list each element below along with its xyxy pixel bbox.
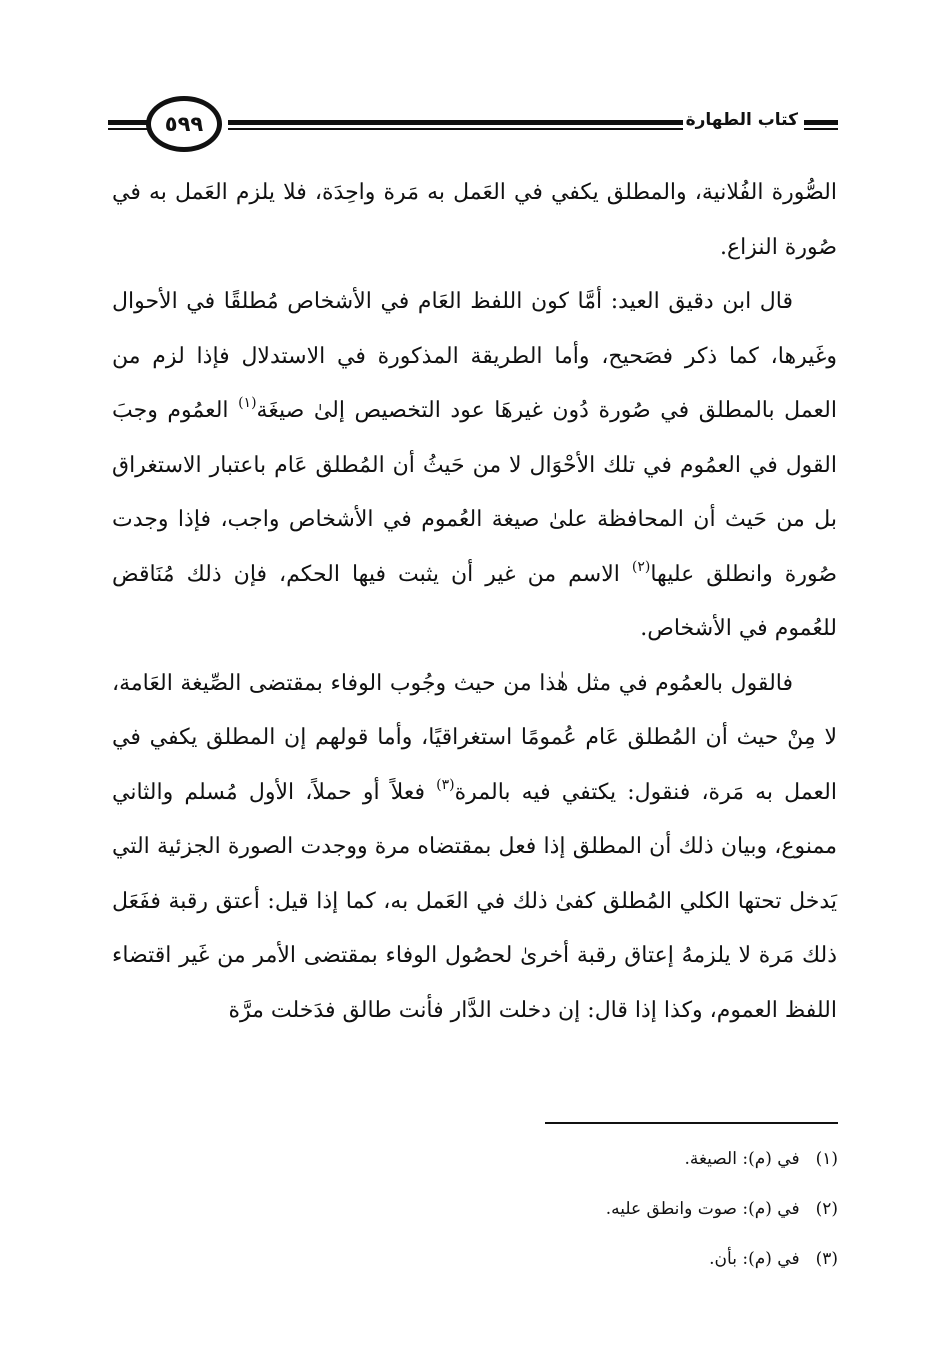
footnote-3: [300, 1234, 838, 1284]
footnote-number: (٢): [815, 1199, 838, 1219]
running-title: كتاب الطهارة: [685, 110, 798, 130]
paragraph-2-text-a: قال ابن دقيق العيد: أمَّا كون اللفظ العَام في الأشخاص مُطلقًا في الأحوال وغَيرها، كما ذكر فصَحيح، وأما الطريقة المذكورة في الاستدلال فإذا لزم من العمل بالمطلق في صُورة دُون غيرهَا عود التخصيص إلىٰ صيغَة: [112, 289, 837, 423]
paragraph-2-text-c: الاسم من غير أن يثبت فيها الحكم، فإن ذلك مُنَاقض للعُموم في الأشخاص.: [112, 561, 837, 641]
footnote-ref-2[interactable]: (٢): [631, 558, 651, 575]
footnote-ref-3[interactable]: (٣): [436, 776, 455, 793]
footnote-ref-1[interactable]: (١): [238, 395, 257, 411]
footnote-number: (١): [815, 1149, 838, 1169]
main-text: [112, 166, 837, 1038]
paragraph-1: [112, 166, 837, 275]
paragraph-3-text-b: فعلاً أو حملاً، الأول مُسلم والثاني ممنوع، وبيان ذلك أن المطلق إذا فعل بمقتضاه مرة ووجدت الصورة الجزئية التي يَدخل تحتها الكلي المُطلق كفىٰ ذلك في العَمل به، كما إذا قيل: أعتق رقبة ففَعَل ذلك مَرة لا يلزمهُ إعتاق رقبة أخرىٰ لحصُول الوفاء بمقتضى الأمر من غَير اقتضاء اللفظ العموم، وكذا إذا قال: إن دخلت الدَّار فأنت طالق فدَخلت مرَّة: [112, 779, 837, 1023]
paragraph-1-text: الصُّورة الفُلانية، والمطلق يكفي في العَمل به مَرة واحِدَة، فلا يلزم العَمل به في صُورة النزاع.: [112, 180, 837, 260]
paragraph-3: [112, 657, 837, 1039]
page-header: [108, 96, 838, 158]
footnote-2: [300, 1184, 838, 1234]
footnote-number: (٣): [815, 1249, 838, 1269]
header-rule-center: [228, 120, 683, 132]
paragraph-2: [112, 275, 837, 657]
page-number: ٥٩٩: [146, 96, 222, 152]
paragraph-2-text-b: العمُوم وجبَ القول في العمُوم في تلك الأحْوَال لا من حَيثُ أن المُطلق عَام باعتبار الاستغراق بل من حَيث أن المحافظة علىٰ صيغة العُموم في الأشخاص واجب، فإذا وجدت صُورة وانطلق عليها: [112, 398, 837, 587]
header-rule-right: [804, 120, 838, 132]
header-rule-left: [108, 120, 148, 132]
footnote-text: في (م): الصيغة.: [684, 1149, 800, 1169]
footnote-separator: [545, 1122, 838, 1124]
paragraph-3-text-a: فالقول بالعمُوم في مثل هٰذا من حيث وجُوب الوفاء بمقتضى الصِّيغة العَامة، لا مِنْ حيث أن المُطلق عَام عُمومًا استغراقيًا، وأما قولهم إن المطلق يكفي في العمل به مَرة، فنقول: يكتفي فيه بالمرة: [112, 670, 837, 805]
footnote-text: في (م): صوت وانطق عليه.: [605, 1199, 800, 1219]
footnote-text: في (م): بأن.: [709, 1249, 800, 1269]
footnotes: [300, 1134, 838, 1284]
footnote-1: [300, 1134, 838, 1184]
